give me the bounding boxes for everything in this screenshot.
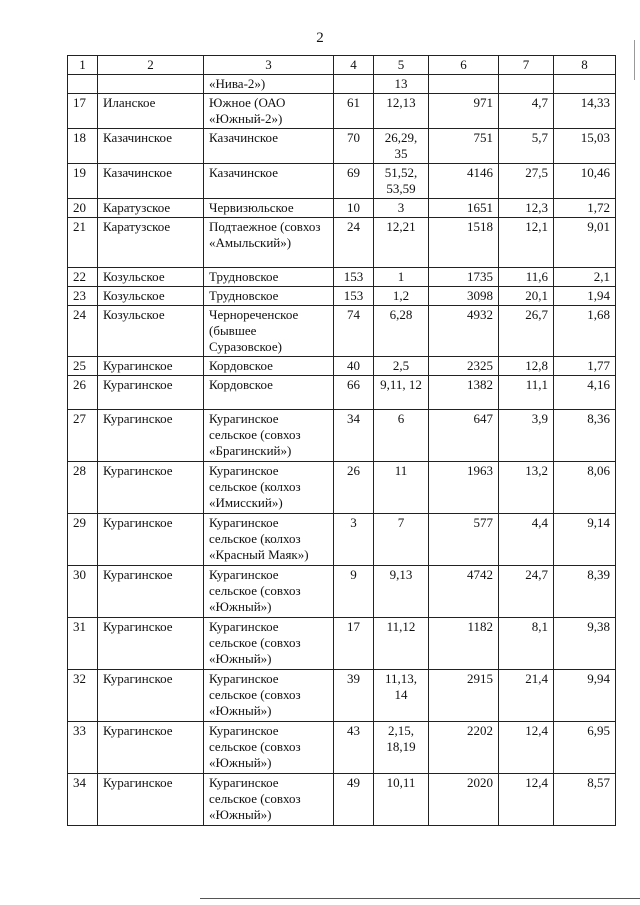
- row-number: 33: [68, 722, 98, 774]
- col5-cell: 12,13: [374, 94, 429, 129]
- col6-cell: 4932: [429, 306, 499, 357]
- col6-cell: 3098: [429, 287, 499, 306]
- col6-cell: 971: [429, 94, 499, 129]
- col7-cell: 12,8: [499, 357, 554, 376]
- col7-cell: 21,4: [499, 670, 554, 722]
- page-number: 2: [316, 30, 324, 46]
- row-number: 19: [68, 164, 98, 199]
- row-number: 18: [68, 129, 98, 164]
- col5-cell: 26,29, 35: [374, 129, 429, 164]
- table-row: [68, 774, 616, 826]
- col7-cell: 12,1: [499, 218, 554, 268]
- table-row: [68, 268, 616, 287]
- table-row: [68, 376, 616, 410]
- col5-cell: 1: [374, 268, 429, 287]
- col8-cell: 6,95: [554, 722, 616, 774]
- row-number: 30: [68, 566, 98, 618]
- col6-cell: 2325: [429, 357, 499, 376]
- col8-cell: 1,94: [554, 287, 616, 306]
- row-number: 32: [68, 670, 98, 722]
- col6-cell: 2202: [429, 722, 499, 774]
- col7-cell: 20,1: [499, 287, 554, 306]
- col8-cell: 1,68: [554, 306, 616, 357]
- col8-cell: 10,46: [554, 164, 616, 199]
- bottom-rule: [200, 898, 640, 899]
- table-row: [68, 129, 616, 164]
- row-number: 20: [68, 199, 98, 218]
- table-row: [68, 618, 616, 670]
- col7-cell: 24,7: [499, 566, 554, 618]
- col5-cell: 9,11, 12: [374, 376, 429, 410]
- col7-cell: 26,7: [499, 306, 554, 357]
- settlement-cell: Курагинское сельское (совхоз «Брагинский»): [204, 410, 334, 462]
- table-row: [68, 218, 616, 268]
- col8-cell: 9,14: [554, 514, 616, 566]
- row-number: 28: [68, 462, 98, 514]
- row-number: 22: [68, 268, 98, 287]
- district-cell: Козульское: [98, 268, 204, 287]
- col5-cell: 3: [374, 199, 429, 218]
- row-number: 29: [68, 514, 98, 566]
- col8-cell: 1,77: [554, 357, 616, 376]
- district-cell: Курагинское: [98, 376, 204, 410]
- col5-cell: 6,28: [374, 306, 429, 357]
- col7-cell: 12,3: [499, 199, 554, 218]
- table-row: [68, 306, 616, 357]
- col7-cell: 4,7: [499, 94, 554, 129]
- col8-cell: 1,72: [554, 199, 616, 218]
- col8-cell: [554, 75, 616, 94]
- district-cell: Курагинское: [98, 410, 204, 462]
- row-number: 25: [68, 357, 98, 376]
- col6-cell: 751: [429, 129, 499, 164]
- col8-cell: 9,94: [554, 670, 616, 722]
- col6-cell: 1651: [429, 199, 499, 218]
- table-row: [68, 199, 616, 218]
- table-row: [68, 566, 616, 618]
- settlement-cell: Кордовское: [204, 376, 334, 410]
- row-number: 24: [68, 306, 98, 357]
- row-number: 21: [68, 218, 98, 268]
- scan-edge-mark: [634, 40, 638, 80]
- table-row: [68, 514, 616, 566]
- column-header: 2: [98, 56, 204, 75]
- col5-cell: 12,21: [374, 218, 429, 268]
- col7-cell: 8,1: [499, 618, 554, 670]
- col4-cell: 40: [334, 357, 374, 376]
- col4-cell: 10: [334, 199, 374, 218]
- col6-cell: 577: [429, 514, 499, 566]
- col5-cell: 11,13, 14: [374, 670, 429, 722]
- settlement-cell: Курагинское сельское (совхоз «Южный»): [204, 618, 334, 670]
- row-number: 27: [68, 410, 98, 462]
- row-number: 31: [68, 618, 98, 670]
- col4-cell: 49: [334, 774, 374, 826]
- row-number: [68, 75, 98, 94]
- settlement-cell: Червизюльское: [204, 199, 334, 218]
- col7-cell: 5,7: [499, 129, 554, 164]
- col8-cell: 8,57: [554, 774, 616, 826]
- table-row: [68, 94, 616, 129]
- settlement-cell: Курагинское сельское (колхоз «Красный Маяк»): [204, 514, 334, 566]
- col6-cell: 1182: [429, 618, 499, 670]
- settlement-cell: Трудновское: [204, 268, 334, 287]
- col5-cell: 11,12: [374, 618, 429, 670]
- col6-cell: 1382: [429, 376, 499, 410]
- column-header: 7: [499, 56, 554, 75]
- header-row: [68, 56, 616, 75]
- col7-cell: [499, 75, 554, 94]
- district-cell: Каратузское: [98, 199, 204, 218]
- col4-cell: 24: [334, 218, 374, 268]
- col4-cell: 69: [334, 164, 374, 199]
- district-cell: Курагинское: [98, 566, 204, 618]
- col7-cell: 13,2: [499, 462, 554, 514]
- table-row: [68, 462, 616, 514]
- settlement-cell: Чернореченское (бывшее Суразовское): [204, 306, 334, 357]
- col4-cell: 153: [334, 268, 374, 287]
- col7-cell: 4,4: [499, 514, 554, 566]
- col4-cell: 74: [334, 306, 374, 357]
- column-header: 4: [334, 56, 374, 75]
- settlement-cell: «Нива-2»): [204, 75, 334, 94]
- col8-cell: 14,33: [554, 94, 616, 129]
- table-row: [68, 722, 616, 774]
- col6-cell: 2020: [429, 774, 499, 826]
- row-number: 34: [68, 774, 98, 826]
- col6-cell: 4146: [429, 164, 499, 199]
- district-cell: Казачинское: [98, 129, 204, 164]
- district-cell: Иланское: [98, 94, 204, 129]
- col5-cell: 51,52, 53,59: [374, 164, 429, 199]
- col4-cell: [334, 75, 374, 94]
- col8-cell: 15,03: [554, 129, 616, 164]
- col8-cell: 9,01: [554, 218, 616, 268]
- settlement-cell: Казачинское: [204, 164, 334, 199]
- district-cell: Козульское: [98, 306, 204, 357]
- col4-cell: 26: [334, 462, 374, 514]
- col6-cell: 1963: [429, 462, 499, 514]
- district-cell: Курагинское: [98, 357, 204, 376]
- col7-cell: 27,5: [499, 164, 554, 199]
- district-cell: Курагинское: [98, 514, 204, 566]
- col5-cell: 2,5: [374, 357, 429, 376]
- col4-cell: 17: [334, 618, 374, 670]
- col5-cell: 11: [374, 462, 429, 514]
- column-header: 1: [68, 56, 98, 75]
- table-row: [68, 75, 616, 94]
- district-cell: Курагинское: [98, 670, 204, 722]
- settlement-cell: Курагинское сельское (совхоз «Южный»): [204, 774, 334, 826]
- col8-cell: 4,16: [554, 376, 616, 410]
- column-header: 8: [554, 56, 616, 75]
- col6-cell: 2915: [429, 670, 499, 722]
- row-number: 23: [68, 287, 98, 306]
- settlement-cell: Курагинское сельское (совхоз «Южный»): [204, 722, 334, 774]
- col4-cell: 34: [334, 410, 374, 462]
- col6-cell: 4742: [429, 566, 499, 618]
- district-cell: Казачинское: [98, 164, 204, 199]
- table-row: [68, 287, 616, 306]
- col8-cell: 8,06: [554, 462, 616, 514]
- col7-cell: 11,1: [499, 376, 554, 410]
- table-row: [68, 410, 616, 462]
- table-body: [68, 75, 616, 826]
- col8-cell: 2,1: [554, 268, 616, 287]
- row-number: 17: [68, 94, 98, 129]
- col6-cell: 1735: [429, 268, 499, 287]
- col4-cell: 70: [334, 129, 374, 164]
- col6-cell: 1518: [429, 218, 499, 268]
- district-cell: Курагинское: [98, 722, 204, 774]
- col4-cell: 43: [334, 722, 374, 774]
- col5-cell: 1,2: [374, 287, 429, 306]
- col5-cell: 6: [374, 410, 429, 462]
- settlement-cell: Курагинское сельское (колхоз «Имисский»): [204, 462, 334, 514]
- column-header: 5: [374, 56, 429, 75]
- settlement-cell: Курагинское сельское (совхоз «Южный»): [204, 670, 334, 722]
- col5-cell: 13: [374, 75, 429, 94]
- district-cell: Козульское: [98, 287, 204, 306]
- col7-cell: 11,6: [499, 268, 554, 287]
- col8-cell: 8,39: [554, 566, 616, 618]
- col7-cell: 3,9: [499, 410, 554, 462]
- row-number: 26: [68, 376, 98, 410]
- district-cell: Каратузское: [98, 218, 204, 268]
- col8-cell: 8,36: [554, 410, 616, 462]
- col5-cell: 9,13: [374, 566, 429, 618]
- col8-cell: 9,38: [554, 618, 616, 670]
- settlement-cell: Кордовское: [204, 357, 334, 376]
- data-table: [67, 55, 616, 826]
- table-row: [68, 357, 616, 376]
- table-row: [68, 164, 616, 199]
- column-header: 6: [429, 56, 499, 75]
- settlement-cell: Курагинское сельское (совхоз «Южный»): [204, 566, 334, 618]
- settlement-cell: Южное (ОАО «Южный-2»): [204, 94, 334, 129]
- district-cell: [98, 75, 204, 94]
- col7-cell: 12,4: [499, 722, 554, 774]
- col5-cell: 10,11: [374, 774, 429, 826]
- district-cell: Курагинское: [98, 618, 204, 670]
- table-row: [68, 670, 616, 722]
- col5-cell: 7: [374, 514, 429, 566]
- settlement-cell: Трудновское: [204, 287, 334, 306]
- col6-cell: [429, 75, 499, 94]
- col4-cell: 3: [334, 514, 374, 566]
- col4-cell: 39: [334, 670, 374, 722]
- col4-cell: 66: [334, 376, 374, 410]
- col5-cell: 2,15, 18,19: [374, 722, 429, 774]
- col4-cell: 153: [334, 287, 374, 306]
- col4-cell: 61: [334, 94, 374, 129]
- district-cell: Курагинское: [98, 774, 204, 826]
- column-header: 3: [204, 56, 334, 75]
- col4-cell: 9: [334, 566, 374, 618]
- col7-cell: 12,4: [499, 774, 554, 826]
- col6-cell: 647: [429, 410, 499, 462]
- settlement-cell: Подтаежное (совхоз «Амыльский»): [204, 218, 334, 268]
- settlement-cell: Казачинское: [204, 129, 334, 164]
- district-cell: Курагинское: [98, 462, 204, 514]
